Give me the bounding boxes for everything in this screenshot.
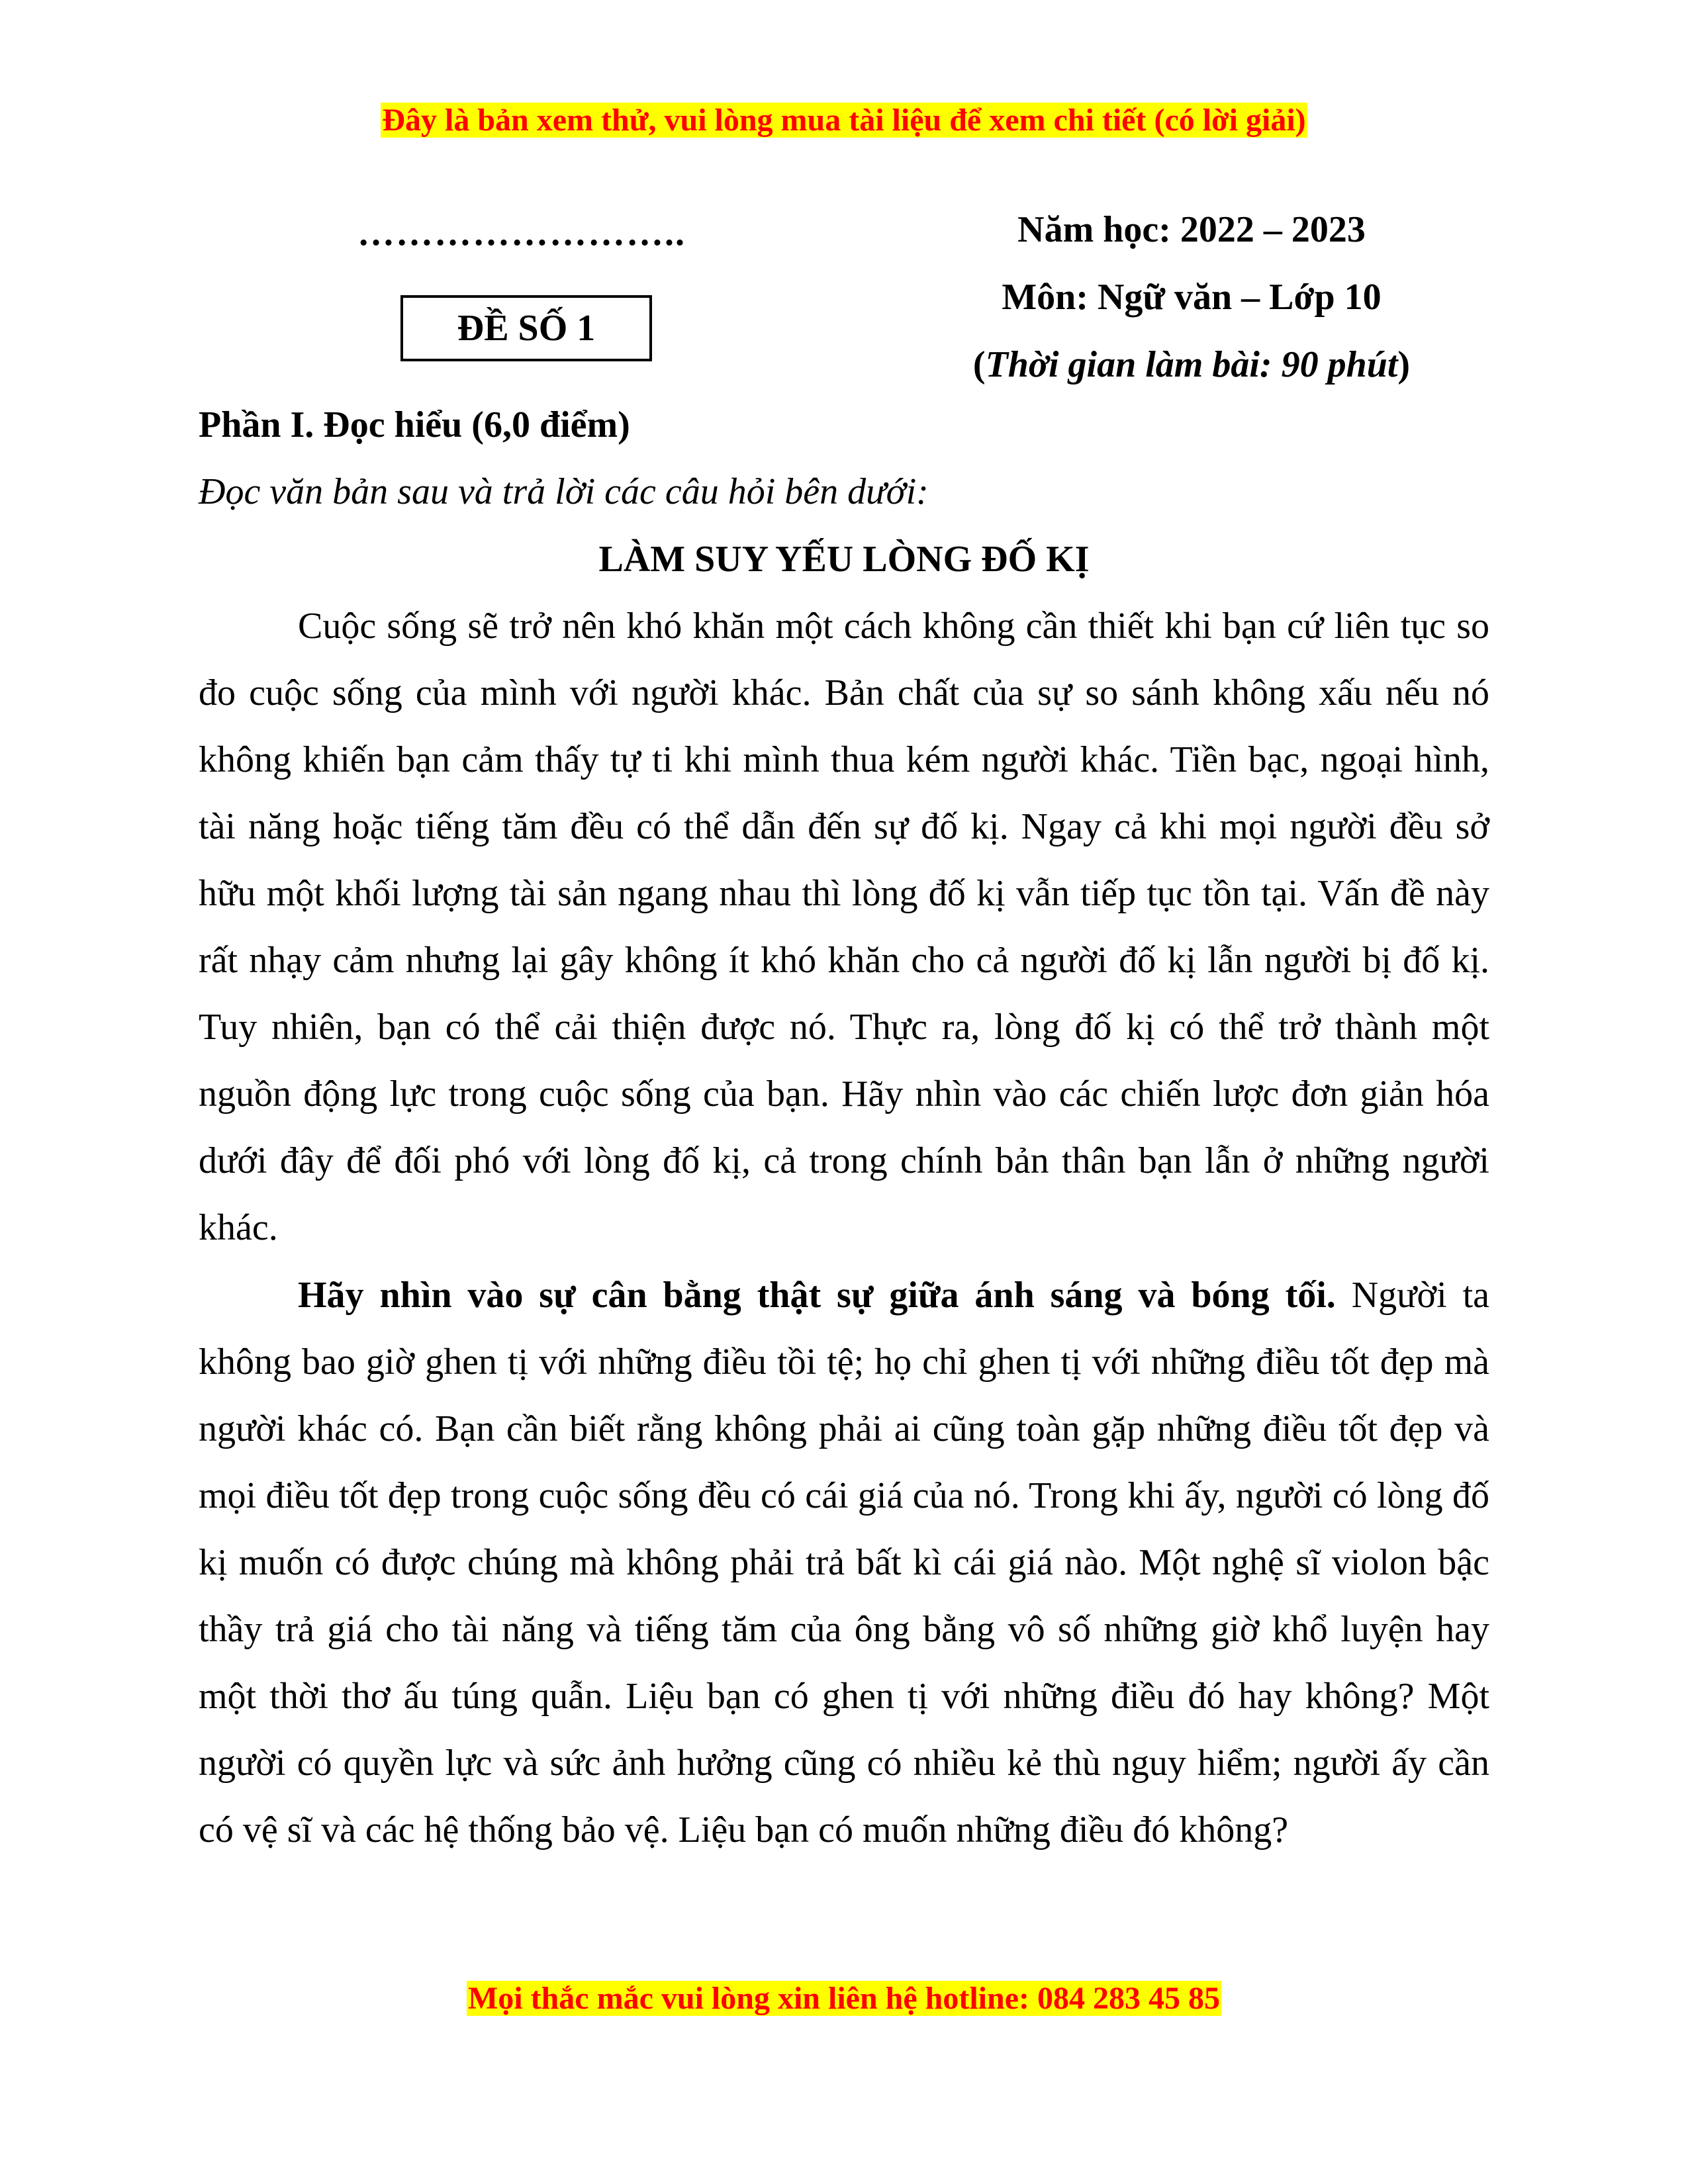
preview-notice: [0, 101, 1688, 140]
reading-title: LÀM SUY YẾU LÒNG ĐỐ KỊ: [598, 539, 1090, 580]
paragraph-2-lead: Hãy nhìn vào sự cân bằng thật sự giữa ánh sáng và bóng tối.: [298, 1275, 1336, 1316]
time-close-paren: ): [1397, 344, 1411, 385]
time-limit: [887, 341, 1496, 388]
time-open-paren: (: [972, 344, 986, 385]
preview-notice-text: Đây là bản xem thử, vui lòng mua tài liệu để xem chi tiết (có lời giải): [382, 103, 1306, 138]
reading-paragraph-1: Cuộc sống sẽ trở nên khó khăn một cách không cần thiết khi bạn cứ liên tục so đo cuộc sống của mình với người khác. Bản chất của sự so sánh không xấu nếu nó không khiến bạn cảm thấy tự ti khi mình thua kém người khác. Tiền bạc, ngoại hình, tài năng hoặc tiếng tăm đều có thể dẫn đến sự đố kị. Ngay cả khi mọi người đều sở hữu một khối lượng tài sản ngang nhau thì lòng đố kị vẫn tiếp tục tồn tại. Vấn đề này rất nhạy cảm nhưng lại gây không ít khó khăn cho cả người đố kị lẫn người bị đố kị. Tuy nhiên, bạn có thể cải thiện được nó. Thực ra, lòng đố kị có thể trở thành một nguồn động lực trong cuộc sống của bạn. Hãy nhìn vào các chiến lược đơn giản hóa dưới đây để đối phó với lòng đố kị, cả trong chính bản thân bạn lẫn ở những người khác.: [199, 606, 1489, 1248]
instruction-text: Đọc văn bản sau và trả lời các câu hỏi bên dưới:: [199, 471, 929, 512]
part-title: Phần I. Đọc hiểu (6,0 điểm): [199, 404, 630, 445]
time-limit-text: Thời gian làm bài: 90 phút: [985, 344, 1398, 385]
school-year: Năm học: 2022 – 2023: [1017, 209, 1366, 250]
exam-code-box: [400, 295, 652, 361]
hotline-notice-text: Mọi thắc mắc vui lòng xin liên hệ hotline: 084 283 45 85: [467, 1981, 1220, 2016]
paragraph-2-body: Người ta không bao giờ ghen tị với những điều tồi tệ; họ chỉ ghen tị với những điều tốt đẹp mà người khác có. Bạn cần biết rằng không phải ai cũng toàn gặp những điều tốt đẹp và mọi điều tốt đẹp trong cuộc sống đều có cái giá của nó. Trong khi ấy, người có lòng đố kị muốn có được chúng mà không phải trả bất kì cái giá nào. Một nghệ sĩ violon bậc thầy trả giá cho tài năng và tiếng tăm của ông bằng vô số những giờ khổ luyện hay một thời thơ ấu túng quẫn. Liệu bạn có ghen tị với những điều đó hay không? Một người có quyền lực và sức ảnh hưởng cũng có nhiều kẻ thù nguy hiểm; người ấy cần có vệ sĩ và các hệ thống bảo vệ. Liệu bạn có muốn những điều đó không?: [199, 1275, 1489, 1850]
subject-line: Môn: Ngữ văn – Lớp 10: [1002, 277, 1382, 318]
exam-code: ĐỀ SỐ 1: [457, 308, 596, 349]
school-name-placeholder: ……………………..: [357, 212, 686, 253]
hotline-notice: [0, 1979, 1688, 2019]
reading-paragraph-2: [199, 1262, 1489, 1864]
